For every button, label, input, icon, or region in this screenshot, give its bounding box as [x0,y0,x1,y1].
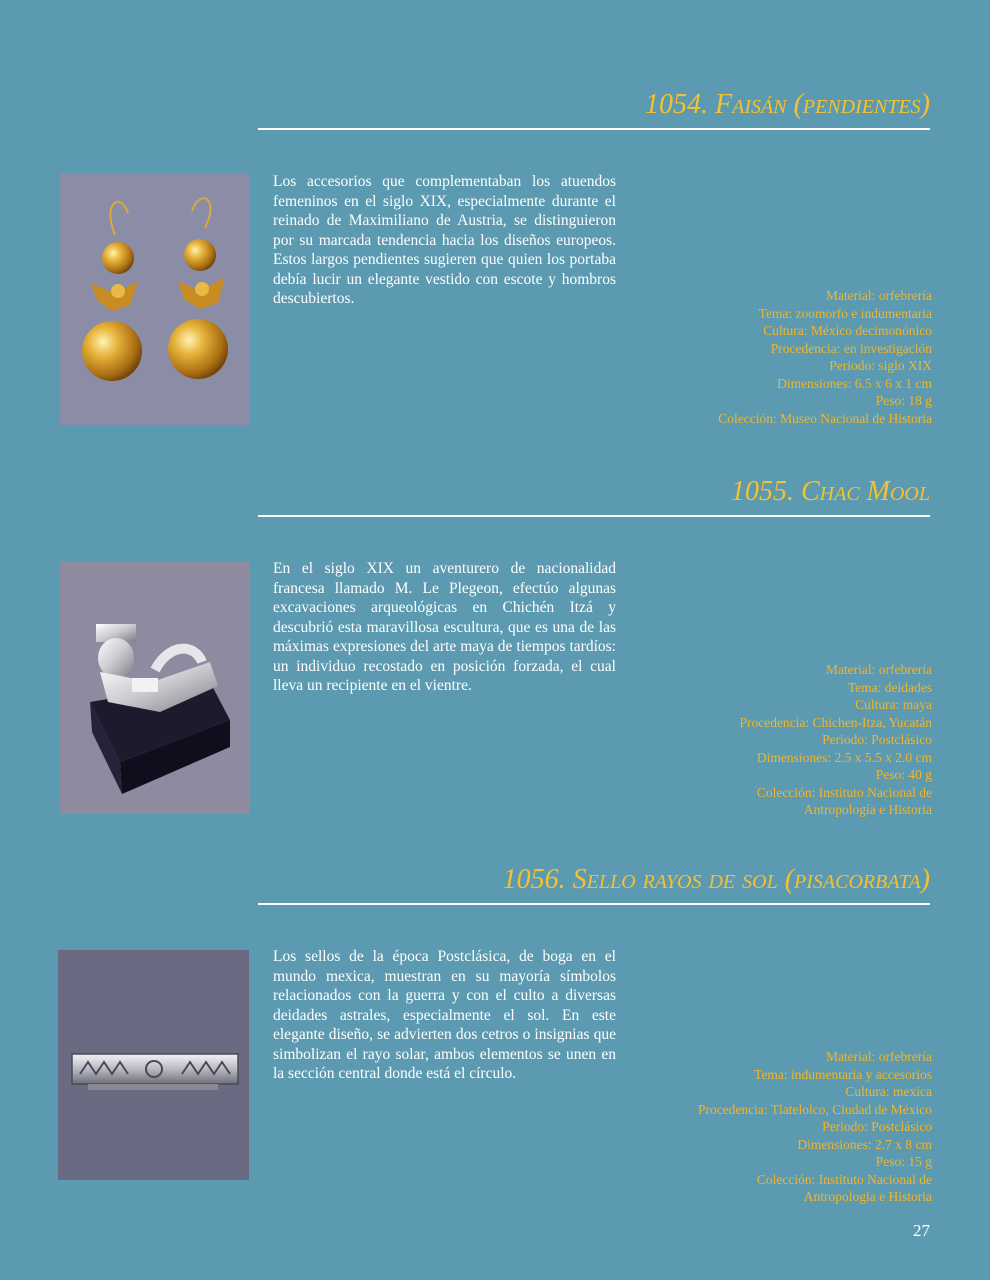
meta-procedencia: Procedencia: Tlatelolco, Ciudad de México [697,1101,932,1117]
meta-cultura: Cultura: maya [855,697,932,712]
entry-description: En el siglo XIX un aventurero de nacionalidad francesa llamado M. Le Plegeon, efectúo algunas excavaciones arqueológicas en Chichén Itzá y descubrió esta maravillosa escultura, que es una de las máximas expresiones del arte maya de tiempos tardíos: un individuo recostado en posición forzada, el cual lleva un recipiente en el vientre. [273,560,616,694]
title-divider [258,128,930,130]
meta-peso: Peso: 18 g [875,393,932,408]
meta-peso: Peso: 40 g [875,767,932,782]
chac-mool-image [60,562,250,814]
meta-coleccion: Colección: Museo Nacional de Historia [718,410,932,426]
entry-metadata [592,1048,932,1206]
meta-periodo: Periodo: Postclásico [822,1119,932,1134]
title-divider [258,515,930,517]
meta-periodo: Periodo: siglo XIX [829,358,932,373]
meta-cultura: Cultura: mexica [845,1084,932,1099]
meta-material: Material: orfebrería [825,1049,932,1064]
entry-title: 1055. Chac Mool [730,476,930,507]
meta-coleccion: Colección: Instituto Nacional de [756,1171,932,1187]
entry-metadata [632,661,932,819]
meta-cultura: Cultura: México decimonónico [763,323,932,338]
chac-mool-photo [60,562,250,814]
earrings-photo [60,173,250,425]
tie-clip-image [58,950,249,1180]
meta-coleccion: Colección: Instituto Nacional de [756,784,932,800]
meta-coleccion-cont: Antropología e Historia [803,1189,932,1204]
meta-procedencia: Procedencia: Chichen-Itza, Yucatán [739,714,932,730]
tie-clip-photo [58,950,249,1180]
entry-title: 1054. Faisán (pendientes) [645,89,930,120]
meta-peso: Peso: 15 g [875,1154,932,1169]
earrings-image [60,173,250,425]
meta-tema: Tema: zoomorfo e indumentaria [758,305,932,321]
meta-coleccion-cont: Antropología e Historia [803,802,932,817]
meta-tema: Tema: indumentaria y accesorios [754,1066,932,1082]
page-number: 27 [913,1221,930,1240]
meta-dimensiones: Dimensiones: 2.5 x 5.5 x 2.0 cm [756,749,932,765]
meta-material: Material: orfebrería [825,288,932,303]
meta-periodo: Periodo: Postclásico [822,732,932,747]
entry-title: 1056. Sello rayos de sol (pisacorbata) [502,864,930,895]
entry-description: Los sellos de la época Postclásica, de boga en el mundo mexica, muestran en su mayoría símbolos relacionados con la guerra y con el culto a diversas deidades astrales, especialmente el sol. En este elegante diseño, se advierten dos cetros o insignias que simbolizan el rayo solar, ambos elementos se unen en la sección central donde está el círculo. [273,948,616,1082]
meta-material: Material: orfebrería [825,662,932,677]
meta-tema: Tema: deidades [847,679,932,695]
meta-dimensiones: Dimensiones: 2.7 x 8 cm [797,1136,932,1152]
meta-dimensiones: Dimensiones: 6.5 x 6 x 1 cm [777,375,932,391]
title-divider [258,903,930,905]
entry-description: Los accesorios que complementaban los atuendos femeninos en el siglo XIX, especialmente durante el reinado de Maximiliano de Austria, se distinguieron por su marcada tendencia hacia los diseños europeos. Estos largos pendientes sugieren que quien los portaba debía lucir un elegante vestido con escote y hombros descubiertos. [273,173,616,307]
meta-procedencia: Procedencia: en investigación [770,340,932,356]
entry-metadata [632,287,932,427]
